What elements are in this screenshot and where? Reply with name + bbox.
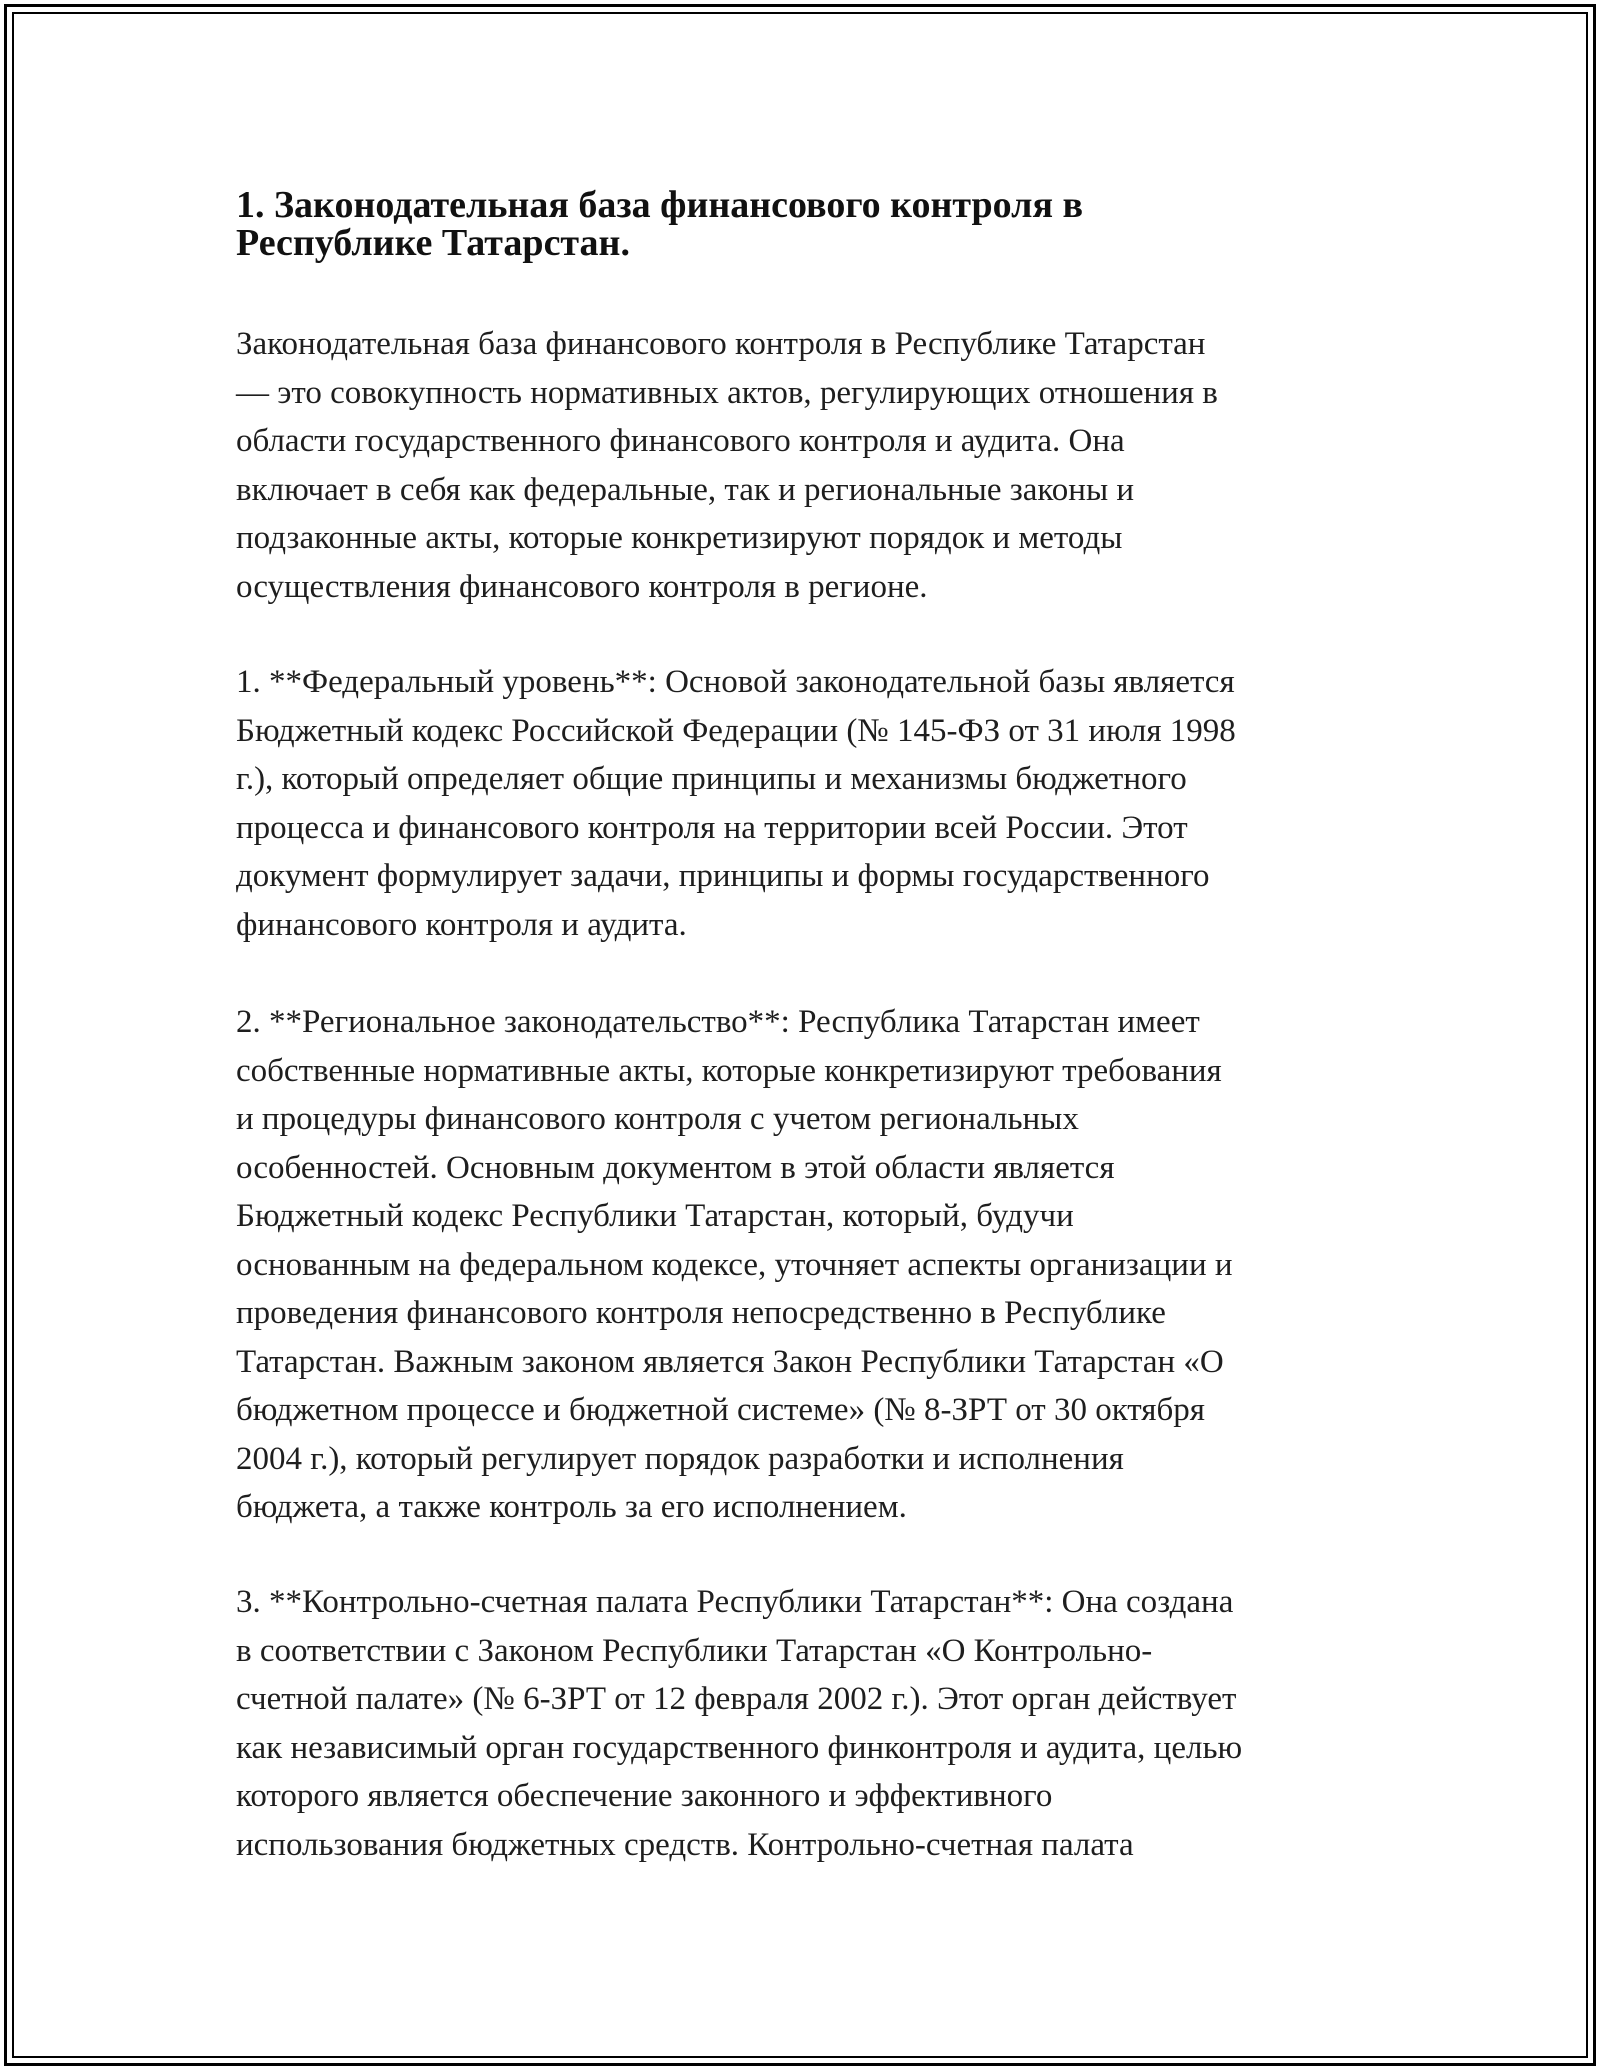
intro-paragraph: Законодательная база финансового контроля в Республике Татарстан — это совокупность нормативных актов, регулирующих отношения в области государственного финансового контроля и аудита. Она включает в себя как федеральные, так и региональные законы и подзаконные акты, которые конкретизируют порядок и методы осуществления финансового контроля в регионе. xyxy=(236,326,1218,605)
list-item-federal-level: 1. **Федеральный уровень**: Основой законодательной базы является Бюджетный кодекс Российской Федерации (№ 145-ФЗ от 31 июля 1998 г.), который определяет общие принципы и механизмы бюджетного процесса и финансового контроля на территории всей России. Этот документ формулирует задачи, принципы и формы государственного финансового контроля и аудита. xyxy=(236,664,1236,943)
document-body xyxy=(236,184,1366,1863)
section-heading: 1. Законодательная база финансового контроля в Республике Татарстан. xyxy=(236,184,1084,264)
list-item-regional-legislation: 2. **Региональное законодательство**: Республика Татарстан имеет собственные нормативные акты, которые конкретизируют требования и процедуры финансового контроля с учетом региональных особенностей. Основным документом в этой области является Бюджетный кодекс Республики Татарстан, который, будучи основанным на федеральном кодексе, уточняет аспекты организации и проведения финансового контроля непосредственно в Республике Татарстан. Важным законом является Закон Республики Татарстан «О бюджетном процессе и бюджетной системе» (№ 8-ЗРТ от 30 октября 2004 г.), который регулирует порядок разработки и исполнения бюджета, а также контроль за его исполнением. xyxy=(236,1004,1233,1525)
list-item-accounts-chamber: 3. **Контрольно-счетная палата Республики Татарстан**: Она создана в соответствии с Законом Республики Татарстан «О Контрольно- счетной палате» (№ 6-ЗРТ от 12 февраля 2002 г.). Этот орган действует как независимый орган государственного финконтроля и аудита, целью которого является обеспечение законного и эффективного использования бюджетных средств. Контрольно-счетная палата xyxy=(236,1584,1243,1863)
